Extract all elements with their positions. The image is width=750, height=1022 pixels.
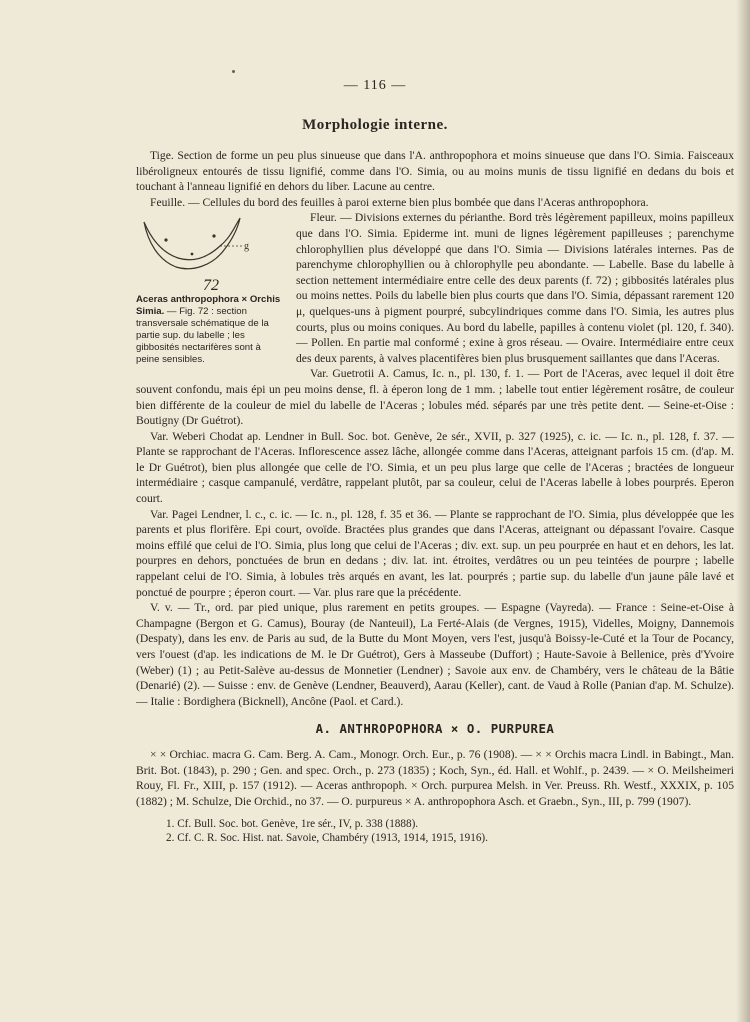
figure-caption-text: — Fig. 72 : section transversale schématique de la partie sup. du labelle ; les gibbosités nectarifères sont à peine sensibles.	[136, 306, 269, 366]
footnote-1: 1. Cf. Bull. Soc. bot. Genève, 1re sér., IV, p. 338 (1888).	[166, 818, 419, 831]
paragraph-var-pagei: Var. Pagei Lendner, l. c., c. ic. — Ic. n., pl. 128, f. 35 et 36. — Plante se rapprochant de l'O. Simia, plus développée que les parents et plus florifère. Epi court, ovoïde. Bractées plus grandes que dans l'Aceras, atteignant ou dépassant l'ovaire. Casque moins effilé que celui de l'O. Simia, plus long que celui de l'Aceras ; div. ext. sup. un peu pourprée en haut et en dehors, les lat. pourpres en dehors, ponctuées de brun en dedans ; div. lat. int. étroites, verdâtres ou un peu teintées de pourpre ; labelle rappelant celui de l'O. Simia, à lobules très arqués en avant, les lat. pourprés ; partie sup. du labelle d'un jaune pâle lavé et ponctué de pourpre ; éperon court. — Var. plus rare que la précédente.	[136, 507, 734, 599]
paragraph-var-guetrotii: Var. Guetrotii A. Camus, Ic. n., pl. 130, f. 1. — Port de l'Aceras, avec lequel il doit être souvent confondu, mais épi un peu moins dense, fl. à éperon long de 1 mm. ; labelle tout entier légèrement rosâtre, de couleur bien différente de la couleur de miel du labelle de l'Aceras ; lobules méd. séparés par une très petite dent. — Seine-et-Oise : Boutigny (Dr Guétrot).	[136, 367, 734, 428]
figure-label-g: g	[244, 241, 249, 253]
labelle-section-drawing	[136, 212, 276, 278]
paragraph-feuille: Feuille. — Cellules du bord des feuilles à paroi externe bien plus bombée que dans l'Aceras anthropophora.	[150, 195, 649, 209]
body-text	[136, 148, 734, 845]
figure-caption-title: Aceras anthropophora × Orchis Simia.	[136, 294, 281, 318]
paragraph-tige: Tige. Section de forme un peu plus sinueuse que dans l'A. anthropophora et moins sinueuse que dans l'O. Simia. Faisceaux libéroligneux entourés de tissu lignifié, comme dans l'O. Simia, ou au moins munis de tissu lignifié en dedans du bois et touchant à l'anneau lignifié en dehors du liber. Lacune au centre.	[136, 149, 734, 194]
synonymy-paragraph: × × Orchiac. macra G. Cam. Berg. A. Cam., Monogr. Orch. Eur., p. 76 (1908). — × × Orchis macra Lindl. in Babingt., Man. Brit. Bot. (1843), p. 290 ; Gen. and spec. Orch., p. 273 (1835) ; Koch, Syn., éd. Hall. et Wohlf., p. 2439. — × O. Meilsheimeri Rouy, Fl. Fr., XIII, p. 157 (1912). — Aceras anthropoph. × Orch. purpurea Melsh. in Ver. Preuss. Rh. Westf., XXXIX, p. 105 (1882) ; M. Schulze, Die Orchid., no 37. — O. purpureus × A. anthropophora Asch. et Graebn., Syn., III, p. 799 (1907).	[136, 747, 734, 808]
figure-number: 72	[203, 277, 219, 295]
section-heading: Morphologie interne.	[302, 117, 448, 133]
paragraph-var-weberi: Var. Weberi Chodat ap. Lendner in Bull. Soc. bot. Genève, 2e sér., XVII, p. 327 (1925), c. ic. — Ic. n., pl. 128, f. 37. — Plante se rapprochant de l'Aceras. Inflorescence assez lâche, allongée comme dans l'Aceras, atteignant parfois 15 cm. (d'ap. M. le Dr Guétrot), bien plus allongée que celle de l'O. Simia, et un peu plus large que celle de l'Aceras ; bractées de longueur intermédiaire ; casque campanulé, verdâtre, rappelant plutôt, par sa couleur, celui de l'Aceras labelle à lobes pourprés. Eperon court.	[136, 429, 734, 506]
footnotes	[136, 817, 734, 845]
page-edge-shadow	[736, 0, 750, 1022]
hybrid-subheading: A. ANTHROPOPHORA × O. PURPUREA	[315, 721, 555, 737]
footnote-2: 2. Cf. C. R. Soc. Hist. nat. Savoie, Chambéry (1913, 1914, 1915, 1916).	[166, 832, 488, 845]
speck	[232, 70, 235, 73]
paragraph-fleur: Fleur. — Divisions externes du périanthe. Bord très légèrement papilleux, moins papilleux que dans l'O. Simia. Epiderme int. muni de lignes légèrement papilleuses ; parenchyme chlorophyllien plus développé que dans l'O. Simia — Divisions latérales internes. Pas de parenchyme chlorophyllien ou à chlorophylle peu abondante. — Labelle. Base du labelle à section nettement intermédiaire entre celle des deux parents (f. 72) ; gibbosités latérales plus ou moins nettes. Poils du labelle bien plus courts que dans l'O. Simia, dépassant rarement 120 μ, quelques-uns à pigment pourpré, subcylindriques comme dans l'O. Simia, les autres plus courts, plus ou moins coniques. Au bord du labelle, papilles à contenu violet (pl. 120, f. 340). — Pollen. En partie mal conformé ; exine à gros réseau. — Ovaire. Intermédiaire entre ceux des deux parents, à valves placentifères bien plus brusquement saillantes que dans l'Aceras.	[296, 211, 734, 365]
page-number: — 116 —	[343, 78, 407, 93]
paragraph-distribution: V. v. — Tr., ord. par pied unique, plus rarement en petits groupes. — Espagne (Vayreda). — France : Seine-et-Oise à Champagne (Bergon et G. Camus), Bouray (de Nanteuil), La Ferté-Alais (de Vergnes, 1915), Videlles, Moigny, Dannemois (Despaty), dans les env. de Paris au sud, de la Butte du Mont Moyen, vers l'est, jusqu'à Boissy-le-Cuté et la Tour de Pocancy, vers l'ouest (d'ap. les indications de M. le Dr Guétrot), Gers à Masseube (Duffort) ; Haute-Savoie à Bellenice, près d'Yvoire (Weber) (1) ; au Petit-Salève au-dessus de Monnetier (Lendner) ; Savoie aux env. de Chambéry, vers le château de la Bâtie (Denarié) (2). — Suisse : env. de Genève (Lendner, Beauverd), Aarau (Keller), cant. de Vaud à Rolle (Panian d'ap. M. Schulze). — Italie : Bordighera (Bicknell), Ancône (Paol. et Card.).	[136, 601, 734, 708]
figure-72	[136, 212, 286, 366]
